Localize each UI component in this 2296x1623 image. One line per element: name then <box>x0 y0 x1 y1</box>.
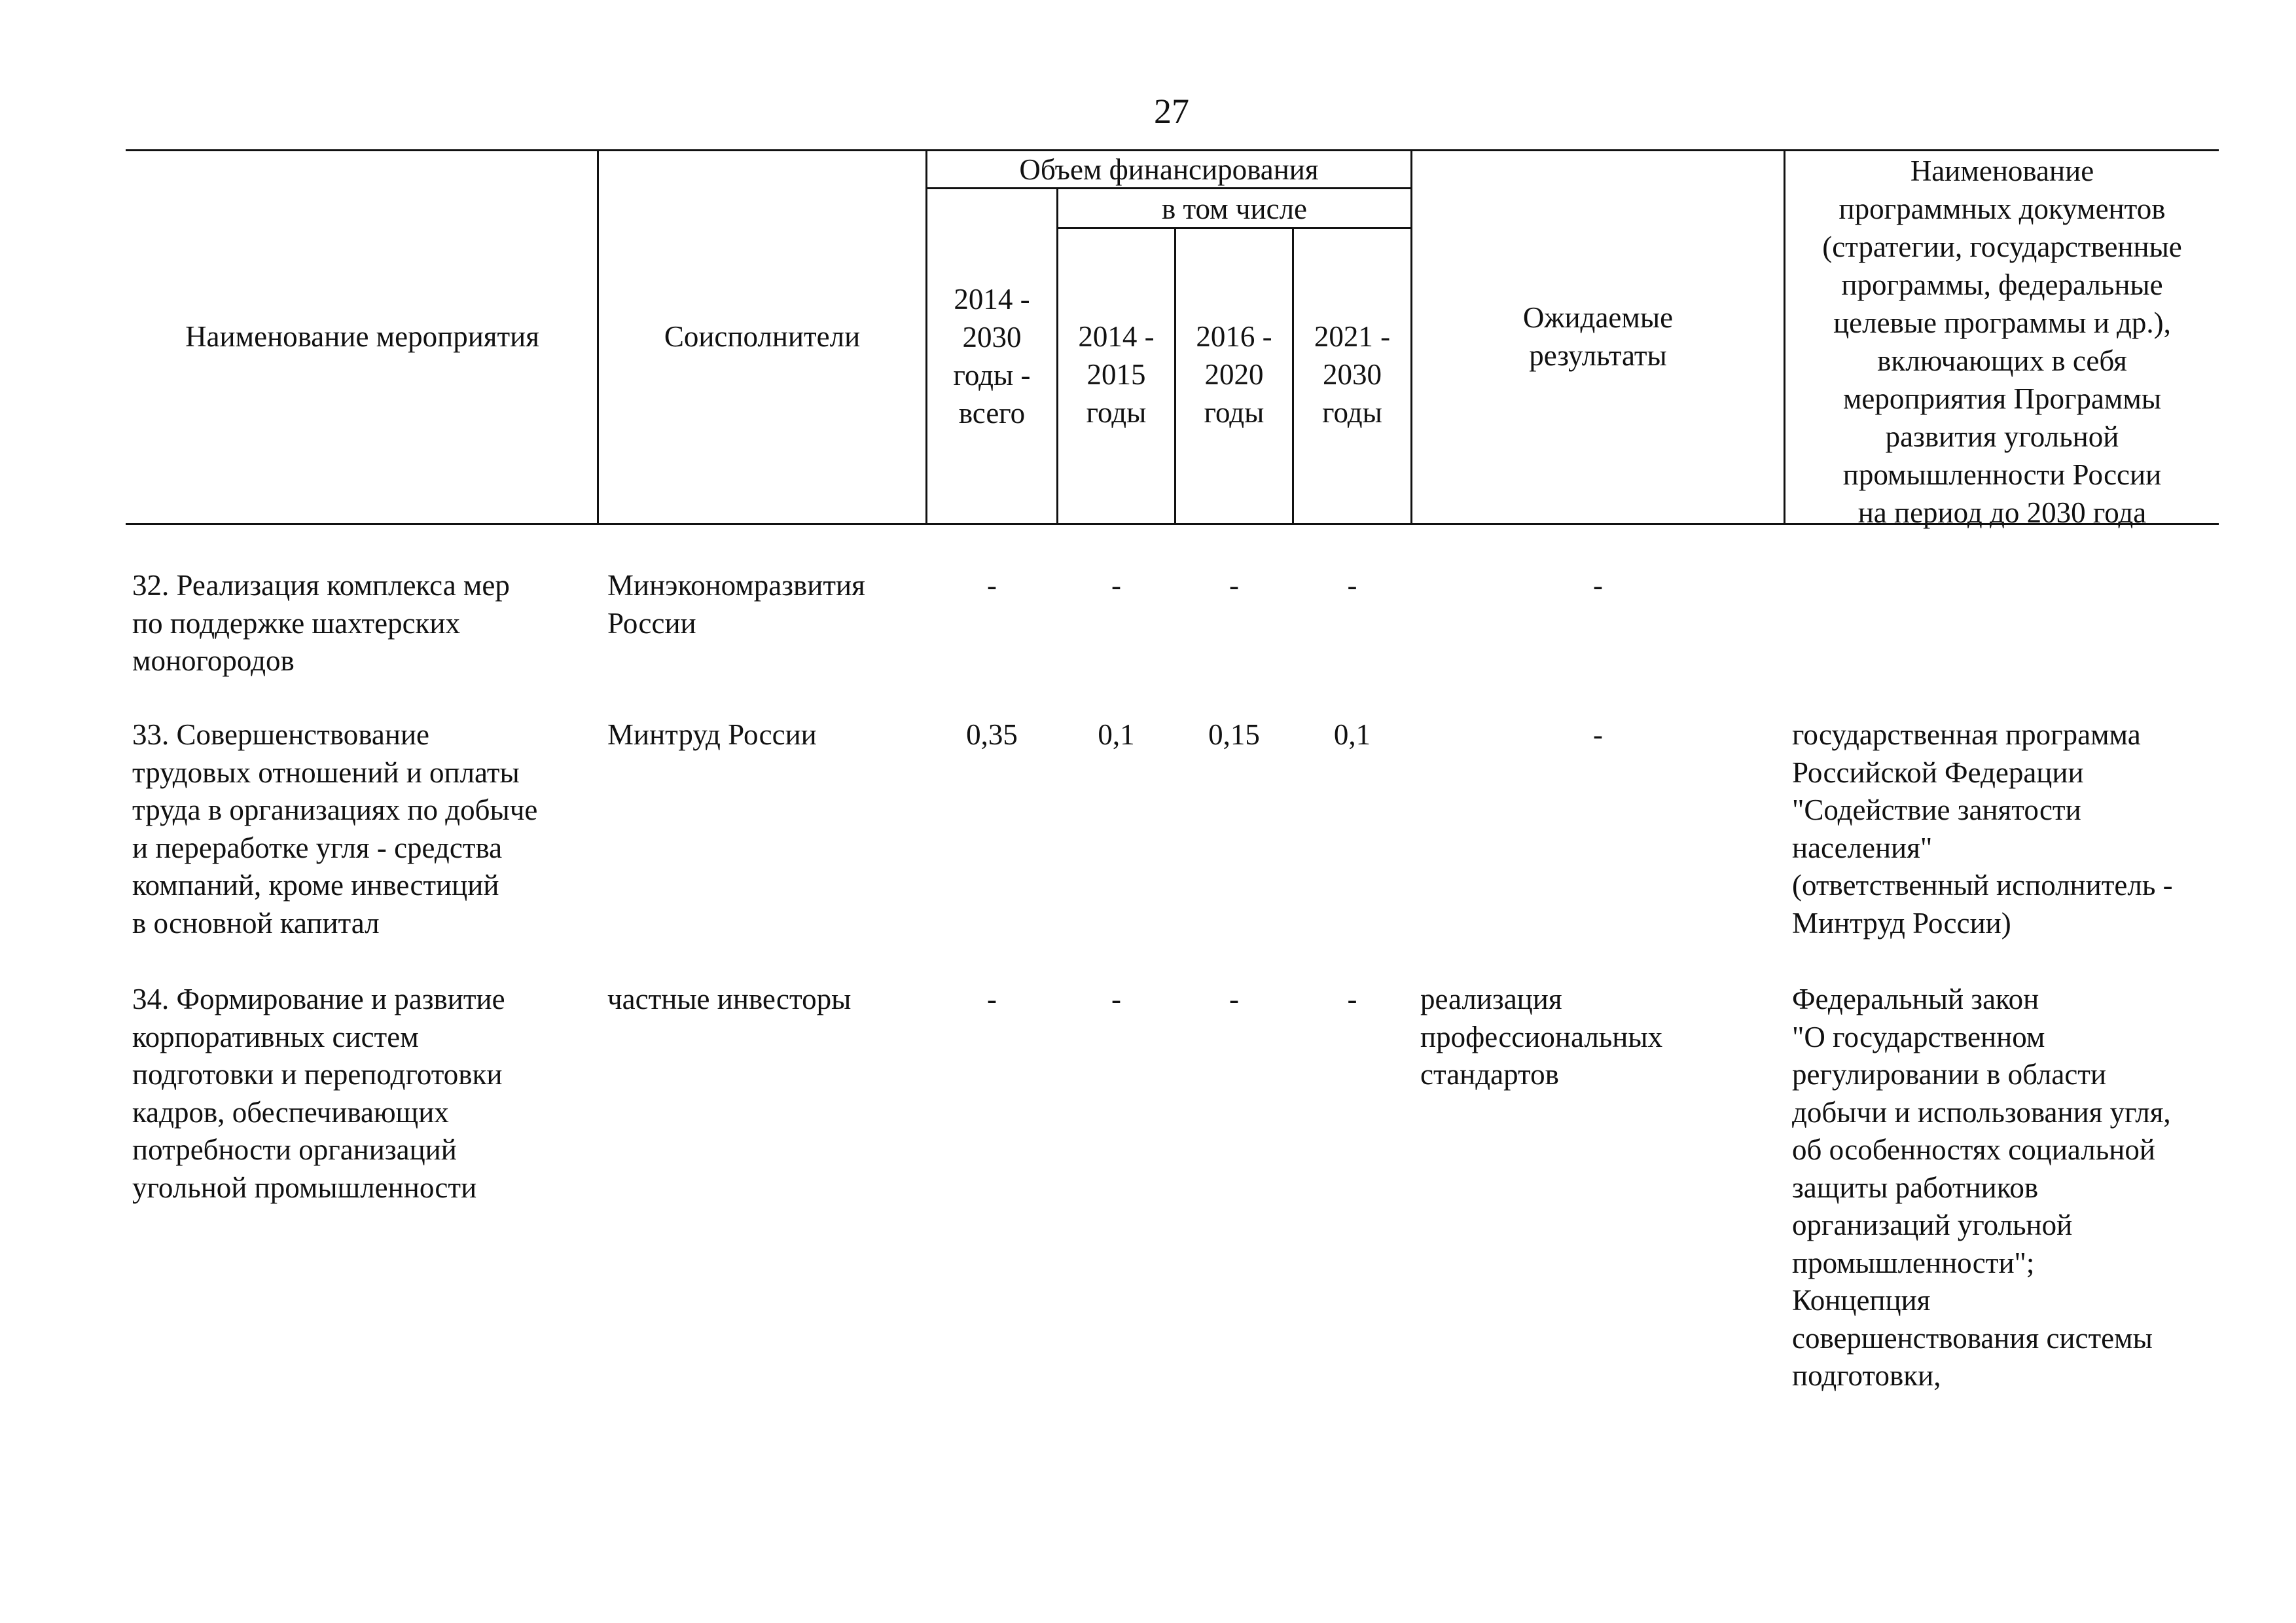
header-2014-2015: 2014 - 2015 годы <box>1078 320 1155 429</box>
row-33-total: 0,35 <box>966 718 1018 751</box>
row-32-total: - <box>987 569 997 602</box>
row-32-2021-2030: - <box>1347 569 1357 602</box>
row-32-2016-2020: - <box>1229 569 1239 602</box>
row-34-program-documents: Федеральный закон "О государственном регулировании в области добычи и использования угля, об особенностях социальной защиты работников организаций угольной промышленности"; Концепция совершенствования системы подготовки, <box>1792 983 2171 1392</box>
row-34-2014-2015: - <box>1111 983 1121 1015</box>
row-33-event-name: 33. Совершенствование трудовых отношений и оплаты труда в организациях по добыче и переработке угля - средства компаний, кроме инвестиций в основной капитал <box>132 718 538 939</box>
header-financing-volume: Объем финансирования <box>1019 153 1319 186</box>
header-program-documents: Наименование программных документов (стратегии, государственные программы, федеральные целевые программы и др.), включающих в себя мероприятия Программы развития угольной промышленности России на период до 2030 года <box>1822 155 2182 529</box>
row-33-2016-2020: 0,15 <box>1208 718 1260 751</box>
header-coexecutors: Соисполнители <box>664 320 861 353</box>
row-33-expected: - <box>1593 718 1603 751</box>
row-32-expected: - <box>1593 569 1603 602</box>
row-33-2021-2030: 0,1 <box>1333 718 1371 751</box>
row-32-event-name: 32. Реализация комплекса мер по поддержке шахтерских моногородов <box>132 569 510 677</box>
row-33-coexecutors: Минтруд России <box>607 718 817 751</box>
header-event-name: Наименование мероприятия <box>185 320 539 353</box>
row-32-2014-2015: - <box>1111 569 1121 602</box>
header-total-2014-2030: 2014 - 2030 годы - всего <box>953 283 1031 429</box>
row-34-total: - <box>987 983 997 1015</box>
row-34-expected: реализация профессиональных стандартов <box>1420 983 1663 1091</box>
row-33-2014-2015: 0,1 <box>1098 718 1135 751</box>
row-32-coexecutors: Минэкономразвития России <box>607 569 865 640</box>
header-expected-results: Ожидаемые результаты <box>1522 301 1674 372</box>
header-2021-2030: 2021 - 2030 годы <box>1314 320 1391 429</box>
row-34-2016-2020: - <box>1229 983 1239 1015</box>
row-33-program-documents: государственная программа Российской Федерации "Содействие занятости населения" (ответственный исполнитель - Минтруд России) <box>1792 718 2173 939</box>
row-34-event-name: 34. Формирование и развитие корпоративных систем подготовки и переподготовки кадров, обеспечивающих потребности организаций угольной промышленности <box>132 983 505 1204</box>
row-34-2021-2030: - <box>1347 983 1357 1015</box>
header-2016-2020: 2016 - 2020 годы <box>1196 320 1272 429</box>
header-including: в том числе <box>1161 192 1308 225</box>
row-34-coexecutors: частные инвесторы <box>607 983 852 1015</box>
page-number: 27 <box>1154 92 1189 131</box>
